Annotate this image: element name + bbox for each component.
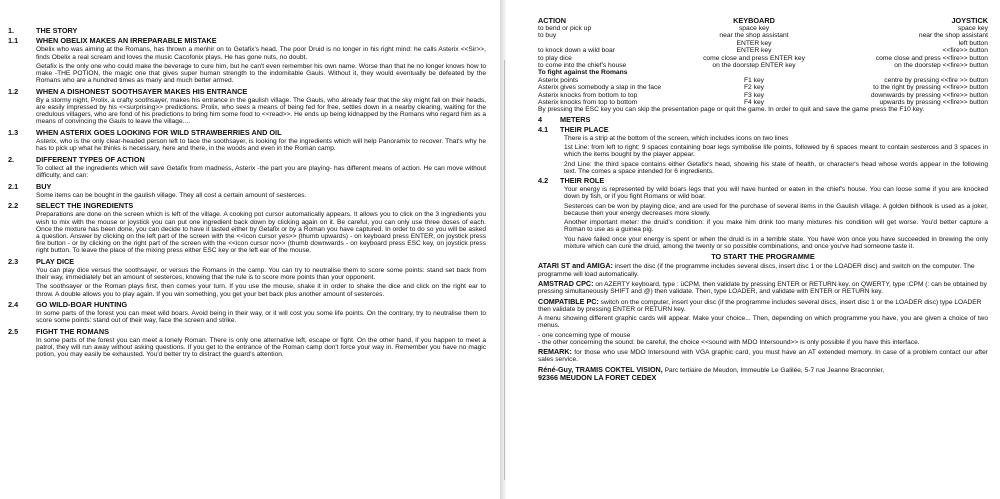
section-heading	[8, 36, 486, 45]
signature	[538, 366, 988, 382]
section-heading	[8, 155, 486, 164]
table-cell: to come into the chief's house	[538, 62, 627, 70]
section-number: 1.1	[8, 36, 19, 46]
section-title: THE STORY	[36, 26, 78, 35]
signature-city: 92366 MEUDON LA FORET CEDEX	[538, 372, 657, 382]
paragraph: By a stormy night, Prolix, a crafty soothsayer, makes his entrance in the gaulish village. The Gauls, who already fear that the sky might fall on their heads, are easily impressed by his <<surprising>> predictions. Prolix, who sees a means of being fed for free, settles down in a nearby clearing, waiting for the credulous villagers, who are fond of his predictions to bring him some food to <<read>>. He ends up being kidnapped by the Romans who regard him as a means of convincing the Gauls to leave the village....	[36, 96, 486, 126]
section-body	[8, 138, 486, 152]
table-row	[538, 77, 988, 84]
section-title: GO WILD-BOAR HUNTING	[36, 300, 128, 310]
start-programme-title: TO START THE PROGRAMME	[711, 252, 815, 262]
machine-name: AMSTRAD CPC:	[538, 279, 594, 289]
section-number: 2.1	[8, 181, 19, 191]
section-title: FIGHT THE ROMANS	[36, 326, 109, 336]
paragraph: Asterix, who is the only clear-headed person left to face the soothsayer, is looking for the ingredients which will help Panoramix to recover. That's why he has to pick up what he thinks is necessary, here and there, in the woods and even in the Roman camp.	[36, 138, 486, 153]
table-cell: ENTER key	[736, 39, 772, 47]
section-title: THEIR PLACE	[560, 124, 609, 134]
section-body	[8, 192, 486, 199]
controls-table	[538, 16, 988, 106]
paragraph: You have failed once your energy is spent or when the druid is in a terrible state. You have won once you have succeeded in brewing the only mixture which can cure the druid, among the twenty or so possible combinations, and once you've had someone taste it.	[564, 235, 988, 250]
section-body	[8, 267, 486, 298]
machine-instruction	[538, 298, 988, 313]
table-row	[538, 62, 988, 69]
section-title: THEIR ROLE	[560, 176, 605, 186]
section-body	[8, 310, 486, 324]
section-body	[538, 135, 988, 175]
paragraph: In some parts of the forest you can meet a lonely Roman. There is only one alternative left, escape or fight. On the other hand, if you happen to meet a patrol, they will run away without asking questions. If you get to the entrance of the Roman camp don't force your way in. Remember you have no magic potion, you may easily be exhausted. You'd better try to distract the guard's attention.	[36, 337, 486, 359]
signature-address: Parc tertiaire de Meudon, Immeuble Le Galilée, 5-7 rue Jeanne Braconnier,	[664, 366, 885, 374]
section-number: 2.4	[8, 300, 19, 310]
menu-option: - one concerning type of mouse	[538, 331, 631, 339]
table-cell	[538, 40, 687, 47]
section-title: WHEN ASTERIX GOES LOOKING FOR WILD STRAWBERRIES AND OIL	[36, 127, 282, 137]
paragraph: The soothsayer or the Roman plays first, then comes your turn. If you use the mouse, shake it in order to shake the dice and click on the right ear to throw. A double allows you to play again. If you win something, you get your bet back plus another amount of sesterces.	[36, 283, 486, 298]
paragraph: You can play dice versus the soothsayer, or versus the Romans in the camp. You can try to neutralise them to score some points: stand set back from their way, immediately bet an amount of sesterces, knowing that the rule is to score more points than your opponent.	[36, 266, 486, 281]
remark	[538, 348, 988, 363]
table-cell: upwards by pressing <<fire>> button	[879, 99, 988, 107]
table-cell: <<fire>> button	[942, 47, 988, 55]
table-cell: left button	[958, 39, 988, 47]
table-cell: come close and press ENTER key	[703, 54, 805, 62]
paragraph: There is a strip at the bottom of the screen, which includes icons on two lines	[564, 134, 789, 142]
paragraph: Sesterces can be won by playing dice, and are used for the purchase of several items in the Gaulish village. A golden billhook is used as a joker, because then your energy decreases more slowly.	[564, 202, 988, 217]
table-cell: centre by pressing <<fire >> button	[884, 76, 988, 84]
table-cell: to knock down a wild boar	[538, 47, 615, 55]
section-title: PLAY DICE	[36, 256, 75, 266]
paragraph: Preparations are done on the screen which is left of the village. A cooking pot cursor automatically appears. It allows you to click on the 3 ingredients you wish to mix with the mouse or joystick you can put one ingredient back down by clicking again on it. Be careful, you can only use three doses of each. Once the mixture has been done, you can decide to have it tasted either by Getafix or by a Roman you have captured. In order to do so you will be asked a question. Answer by clicking on the left part of the screen with the <<icon cursor yes>> (thumb upwards) - on keyboard press ENTER, on joystick press fire button - or by clicking on the right part of the screen with the <<icon cursor no>> (thumb downwards - on keyboard press ESC key, on joystick press right button. To leave the place of the mixing press either ESC key or the left ear of the mouse.	[36, 211, 486, 255]
machine-instruction	[538, 262, 988, 277]
section-number: 2.3	[8, 256, 19, 266]
table-row	[538, 47, 988, 54]
section-number: 2.	[8, 154, 15, 164]
table-cell: space key	[738, 25, 770, 32]
table-cell: near the shop assistant	[918, 32, 988, 40]
machine-name: ATARI ST and AMIGA:	[538, 261, 613, 271]
table-cell: space key	[957, 25, 988, 32]
table-cell: to buy	[538, 32, 557, 40]
section-heading	[8, 300, 486, 309]
remark-text: for those who use MDO Intersound with VGA graphic card, you must have an AT extended memory. In case of a problem contact our after sales service.	[538, 349, 988, 364]
section-number: 2.2	[8, 201, 19, 211]
section-title: DIFFERENT TYPES OF ACTION	[36, 154, 145, 164]
paragraph: 1st Line: from left to right: 9 spaces containing boar legs symbolise life points, followed by 6 spaces meant to contain sesterces and 3 spaces in which the items bought by the player appear.	[564, 143, 988, 159]
page-fold-line	[504, 60, 505, 480]
paragraph: Your energy is represented by wild boars legs that you will have hunted or eaten in the chief's house. You can loose some if you are knocked down by fish, or if you fight Romans or wild boar.	[564, 185, 988, 201]
section-body	[8, 337, 486, 358]
section-title: WHEN A DISHONEST SOOTHSAYER MAKES HIS ENTRANCE	[36, 86, 248, 96]
table-cell: F4 key	[743, 99, 765, 107]
section-body	[538, 186, 988, 250]
machine-text: insert the disc (if the programme includes several discs, insert disc 1 or the LOADER disc) and switch on the computer. The programme will load automatically.	[538, 263, 975, 278]
table-cell: come close and press <<fire>> button	[875, 54, 988, 62]
paragraph: 2nd Line: the third space contains either Getafix's head, showing his state of health, or character's head whose words appear in the following text. The comes a space intended for 6 ingredients.	[564, 160, 988, 175]
section-number: 2.5	[8, 326, 19, 336]
section-heading	[538, 126, 988, 135]
section-heading	[538, 116, 988, 125]
esc-note: By pressing the ESC key you can skip the presentation page or quit the game. In order to quit and save the game press the F10 key.	[538, 106, 925, 114]
machine-text: on AZERTY keyboard, type : üCPM, then validate by pressing ENTER or RETURN key. on QWERTY, type :CPM (: can be obtained by pressing simultaneously SHIFT and @) then validate. Then, type LOADER, and validate with ENTER or RETURN key.	[538, 281, 987, 296]
table-cell: F2 key	[743, 84, 765, 92]
table-cell: near the shop assistant	[719, 32, 789, 40]
table-cell: downwards by pressing <<fire>> button	[870, 91, 988, 99]
menu-option: - the other concerning the sound: be careful, the choice <<sound with MDO Intersound>> is only possible if you have this interface.	[538, 339, 920, 347]
column-header-keyboard: KEYBOARD	[733, 16, 775, 25]
table-row	[538, 92, 988, 99]
paragraph: Getafix is the only one who could make the beverage to cure him, but he can't even remember his own name. Worse than that he no longer knows how to make -THE POTION, the magic one that gives super human strength to the indomitable Gauls. Without it, they would eventually be defeated by the Romans who are a hundred times as many and much better armed.	[36, 63, 486, 85]
table-cell: F3 key	[743, 91, 765, 99]
machine-text: switch on the computer, insert your disc (if the programme includes several discs, insert disc 1 or the LOADER disc) type LOADER then validate by pressing ENTER or RETURN key.	[538, 298, 982, 313]
table-cell: Asterix knocks from top to bottom	[538, 99, 638, 107]
remark-label: REMARK:	[538, 347, 572, 357]
section-body	[8, 97, 486, 126]
table-row	[538, 55, 988, 62]
section-heading	[538, 177, 988, 186]
section-title: METERS	[560, 114, 591, 124]
table-cell: to bend or pick up	[538, 25, 592, 32]
table-cell: to play dice	[538, 54, 572, 62]
table-cell: F1 key	[743, 76, 765, 84]
section-title: SELECT THE INGREDIENTS	[36, 201, 134, 211]
table-row	[538, 84, 988, 91]
section-heading	[8, 128, 486, 137]
table-cell: on the doorstep ENTER key	[712, 62, 796, 70]
section-number: 4.2	[538, 176, 549, 186]
column-header-joystick: JOYSTICK	[951, 16, 988, 25]
paragraph: Some items can be bought in the gaulish village. They all cost a certain amount of sesterces.	[36, 191, 307, 199]
paragraph: To collect all the ingredients which will save Getafix from madness, Asterix -the part you are playing- has different means of action. He can move without difficulty, and can:	[36, 164, 486, 180]
section-number: 4.1	[538, 124, 549, 134]
section-number: 4	[538, 114, 543, 124]
section-number: 1.	[8, 26, 15, 35]
section-heading	[8, 182, 486, 191]
table-cell: on the doorstep <<fire>> button	[894, 62, 988, 70]
section-title: BUY	[36, 181, 52, 191]
section-heading	[8, 327, 486, 336]
table-cell: ENTER key	[736, 47, 772, 55]
section-number: 1.3	[8, 127, 19, 137]
table-cell: to the right by pressing <<fire>> button	[873, 84, 988, 92]
section-body	[8, 165, 486, 179]
section-heading	[8, 87, 486, 96]
paragraph: Obelix who was aiming at the Romans, has thrown a menhir on to Getafix's head. The poor Druid is no longer in his right mind: he calls Asterix <<Sir>>, finds Obelix a real scream and loves the music Cacofonix plays. He has gone nuts, no doubt.	[36, 46, 486, 61]
paragraph: In some parts of the forest you can meet wild boars. Avoid being in their way, or it will cost you some life points. On the contrary, try to neutralise them to score some points: stand out of their way, face the screen and strike.	[36, 310, 486, 325]
machine-instruction	[538, 280, 988, 295]
table-row	[538, 40, 988, 47]
table-cell: Asterix gives somebody a slap in the face	[538, 84, 662, 92]
menu-options	[538, 332, 988, 346]
section-number: 1.2	[8, 86, 19, 96]
signature-name: Réné-Guy, TRAMIS COKTEL VISION,	[538, 364, 663, 374]
right-page	[500, 0, 1000, 499]
section-body	[8, 46, 486, 84]
paragraph: Another important meter: the druid's condition: if you make him drink too many mixtures his condition will get worse. You'd better capture a Roman to use as a guinea pig.	[564, 219, 988, 234]
section-body	[8, 211, 486, 254]
machine-name: COMPATIBLE PC:	[538, 296, 599, 306]
section-heading	[8, 201, 486, 210]
section-heading	[8, 26, 486, 35]
table-cell: Asterix points	[538, 76, 579, 84]
table-cell: Asterix knocks from bottom to top	[538, 91, 638, 99]
table-row	[538, 32, 988, 39]
table-row	[538, 25, 988, 32]
fight-romans-subtitle: To fight against the Romans	[538, 69, 628, 77]
section-title: WHEN OBELIX MAKES AN IRREPARABLE MISTAKE	[36, 36, 217, 46]
menu-note: A menu showing different graphic cards will appear. Make your choice... Then, depending on which programme you have, you are given a choice of two menus.	[538, 315, 988, 330]
machine-instructions	[538, 262, 988, 313]
column-header-action: ACTION	[538, 16, 566, 25]
table-row	[538, 99, 988, 106]
page-fold-shadow	[500, 0, 506, 499]
section-heading	[8, 257, 486, 266]
